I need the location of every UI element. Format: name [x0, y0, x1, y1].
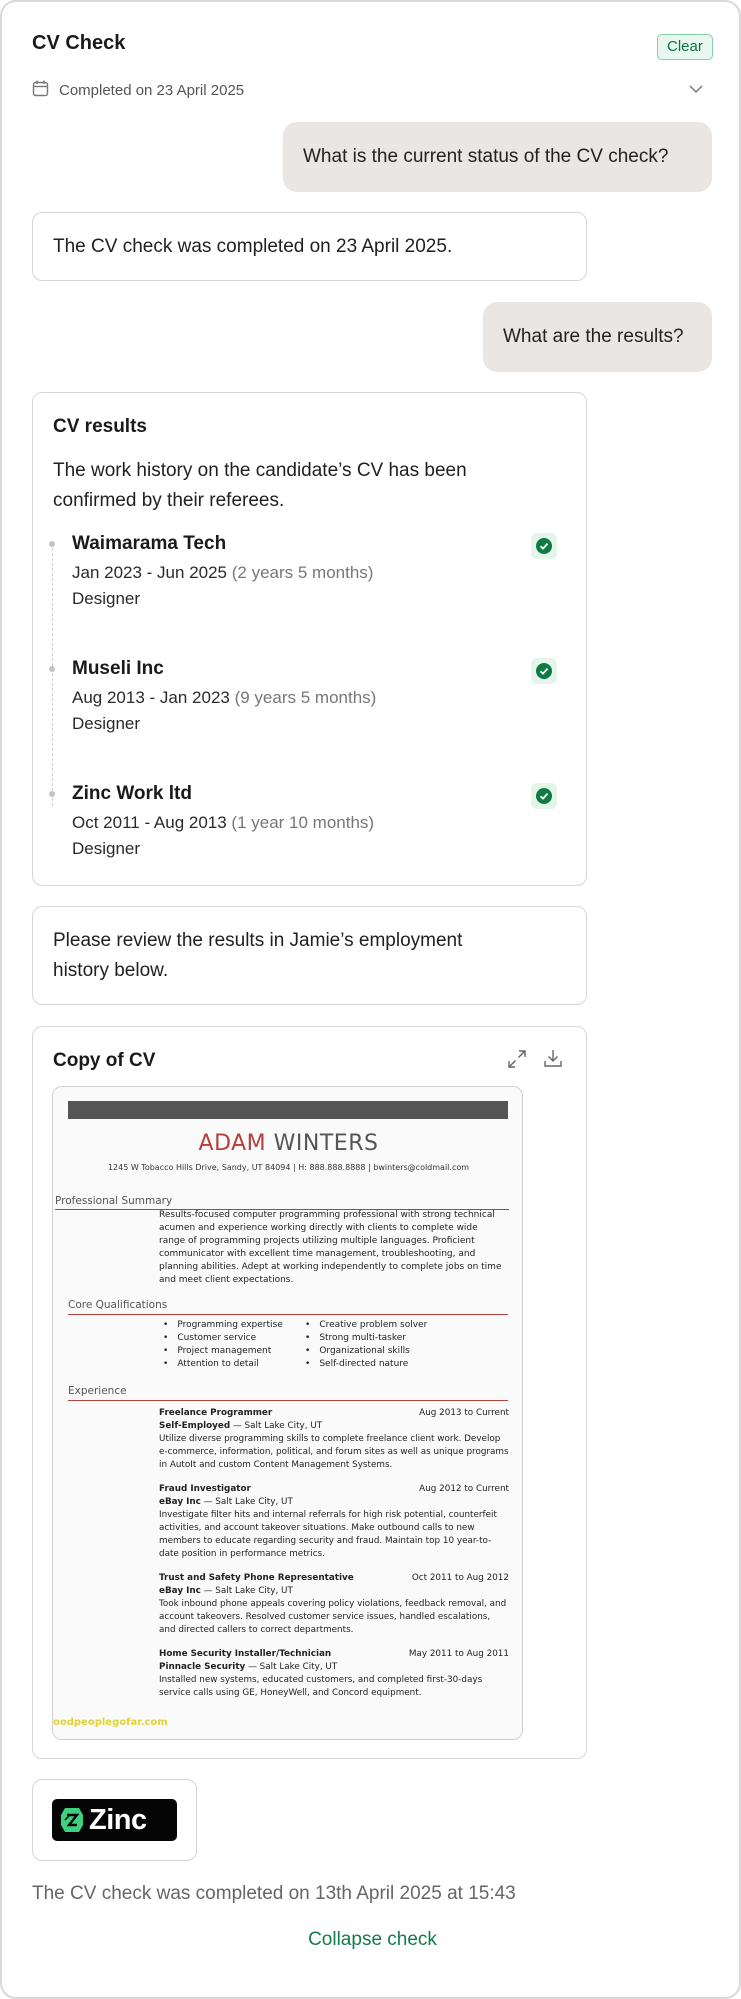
cv-name: ADAM WINTERS	[198, 1131, 379, 1156]
cv-section-heading: Core Qualifications	[68, 1299, 168, 1311]
job-dates: Aug 2013 - Jan 2023 (9 years 5 months)	[72, 688, 377, 707]
job-entry	[72, 533, 562, 609]
job-dates: Jan 2023 - Jun 2025 (2 years 5 months)	[72, 563, 374, 582]
completion-note: The CV check was completed on 13th April 2025 at 15:43	[32, 1883, 516, 1904]
cv-summary: Results-focused computer programming professional with strong technical acumen and experience working directly with clients to complete wide range of programming projects utilizing multiple languages. Proficient communicator with excellent time management, troubleshooting, and planning abilities. Adept at working independently to complete jobs on time and meet client expectations.	[159, 1210, 502, 1285]
status-row[interactable]	[32, 80, 244, 101]
job-entry	[72, 783, 562, 859]
bot-message-text: Please review the results in Jamie’s employment history below.	[53, 929, 463, 981]
user-message	[483, 302, 712, 372]
cv-rule	[68, 1314, 508, 1315]
job-entry	[72, 658, 562, 734]
bot-message-text: The CV check was completed on 23 April 2025.	[53, 235, 453, 257]
verified-check-icon	[531, 783, 557, 809]
cv-qualifications: • Programming expertise • Creative problem solver • Customer service • Strong multi-tasker • Project management • Organizational skills • Attention to detail • Self-directed nature	[159, 1319, 459, 1371]
zinc-logo-icon	[60, 1807, 84, 1833]
cv-contact: 1245 W Tobacco Hills Drive, Sandy, UT 84094 | H: 888.888.8888 | bwinters@coldmail.com	[107, 1163, 470, 1172]
bot-message	[32, 906, 587, 1005]
provider-logo-box	[32, 1779, 197, 1861]
cv-header-bar	[68, 1101, 508, 1119]
job-role: Designer	[72, 839, 141, 858]
verified-check-icon	[531, 533, 557, 559]
cv-experience-item: Fraud Investigator Aug 2012 to Current eBay Inc — Salt Lake City, UT Investigate filter hits and internal referrals for high risk potential, counterfeit activities, and account takeover situations. Make outbound calls to new members to educate regarding security and fraud. Maintain top 10 year-to-date position in performance metrics.	[159, 1484, 509, 1559]
cv-document-preview[interactable]	[52, 1086, 523, 1740]
chevron-down-icon[interactable]	[688, 82, 704, 100]
timeline-dot	[49, 541, 55, 547]
clear-button[interactable]: Clear	[657, 34, 713, 60]
job-role: Designer	[72, 714, 141, 733]
bot-message	[32, 212, 587, 281]
expand-icon[interactable]	[507, 1049, 527, 1074]
timeline-dot	[49, 666, 55, 672]
cv-rule	[68, 1400, 508, 1401]
cv-document	[53, 1087, 523, 1740]
cv-section-heading: Professional Summary	[55, 1195, 173, 1207]
job-company: Museli Inc	[72, 658, 164, 679]
cv-experience-item: Home Security Installer/Technician May 2011 to Aug 2011 Pinnacle Security — Salt Lake City, UT Installed new systems, educated customers, and completed first-30-days service calls using GE, HoneyWell, and Concord equipment.	[159, 1649, 509, 1698]
user-message-text: What are the results?	[503, 326, 684, 347]
zinc-logo: Zinc	[52, 1799, 177, 1841]
cv-copy-title: Copy of CV	[53, 1050, 156, 1071]
timeline-dot	[49, 791, 55, 797]
user-message	[283, 122, 712, 192]
verified-check-icon	[531, 658, 557, 684]
status-text: Completed on 23 April 2025	[59, 82, 245, 99]
job-company: Waimarama Tech	[72, 533, 227, 554]
panel-title: CV Check	[32, 32, 126, 54]
cv-watermark: oodpeoplegofar.com	[53, 1717, 168, 1728]
cv-section-heading: Experience	[68, 1385, 127, 1397]
user-message-text: What is the current status of the CV check?	[303, 146, 669, 167]
job-company: Zinc Work ltd	[72, 783, 192, 804]
cv-results-summary: The work history on the candidate’s CV has been confirmed by their referees.	[53, 460, 467, 511]
timeline-line	[52, 668, 53, 806]
collapse-check-link[interactable]: Collapse check	[308, 1929, 437, 1950]
job-dates: Oct 2011 - Aug 2013 (1 year 10 months)	[72, 813, 375, 832]
cv-results-title: CV results	[53, 416, 147, 437]
job-role: Designer	[72, 589, 141, 608]
cv-results-card	[32, 392, 587, 886]
timeline-line	[52, 543, 53, 681]
calendar-icon	[32, 80, 49, 101]
cv-experience-item: Freelance Programmer Aug 2013 to Current Self-Employed — Salt Lake City, UT Utilize diverse programming skills to complete freelance client work. Develop e-commerce, information, political, and forum sites as well as unique programs in AutoIt and custom Content Management Systems.	[159, 1408, 509, 1470]
cv-experience-item: Trust and Safety Phone Representative Oct 2011 to Aug 2012 eBay Inc — Salt Lake City, UT Took inbound phone appeals covering policy violations, feedback removal, and account takeovers. Resolved customer service issues, handled escalations, and directed callers to correct departments.	[159, 1573, 509, 1635]
download-icon[interactable]	[543, 1048, 563, 1073]
